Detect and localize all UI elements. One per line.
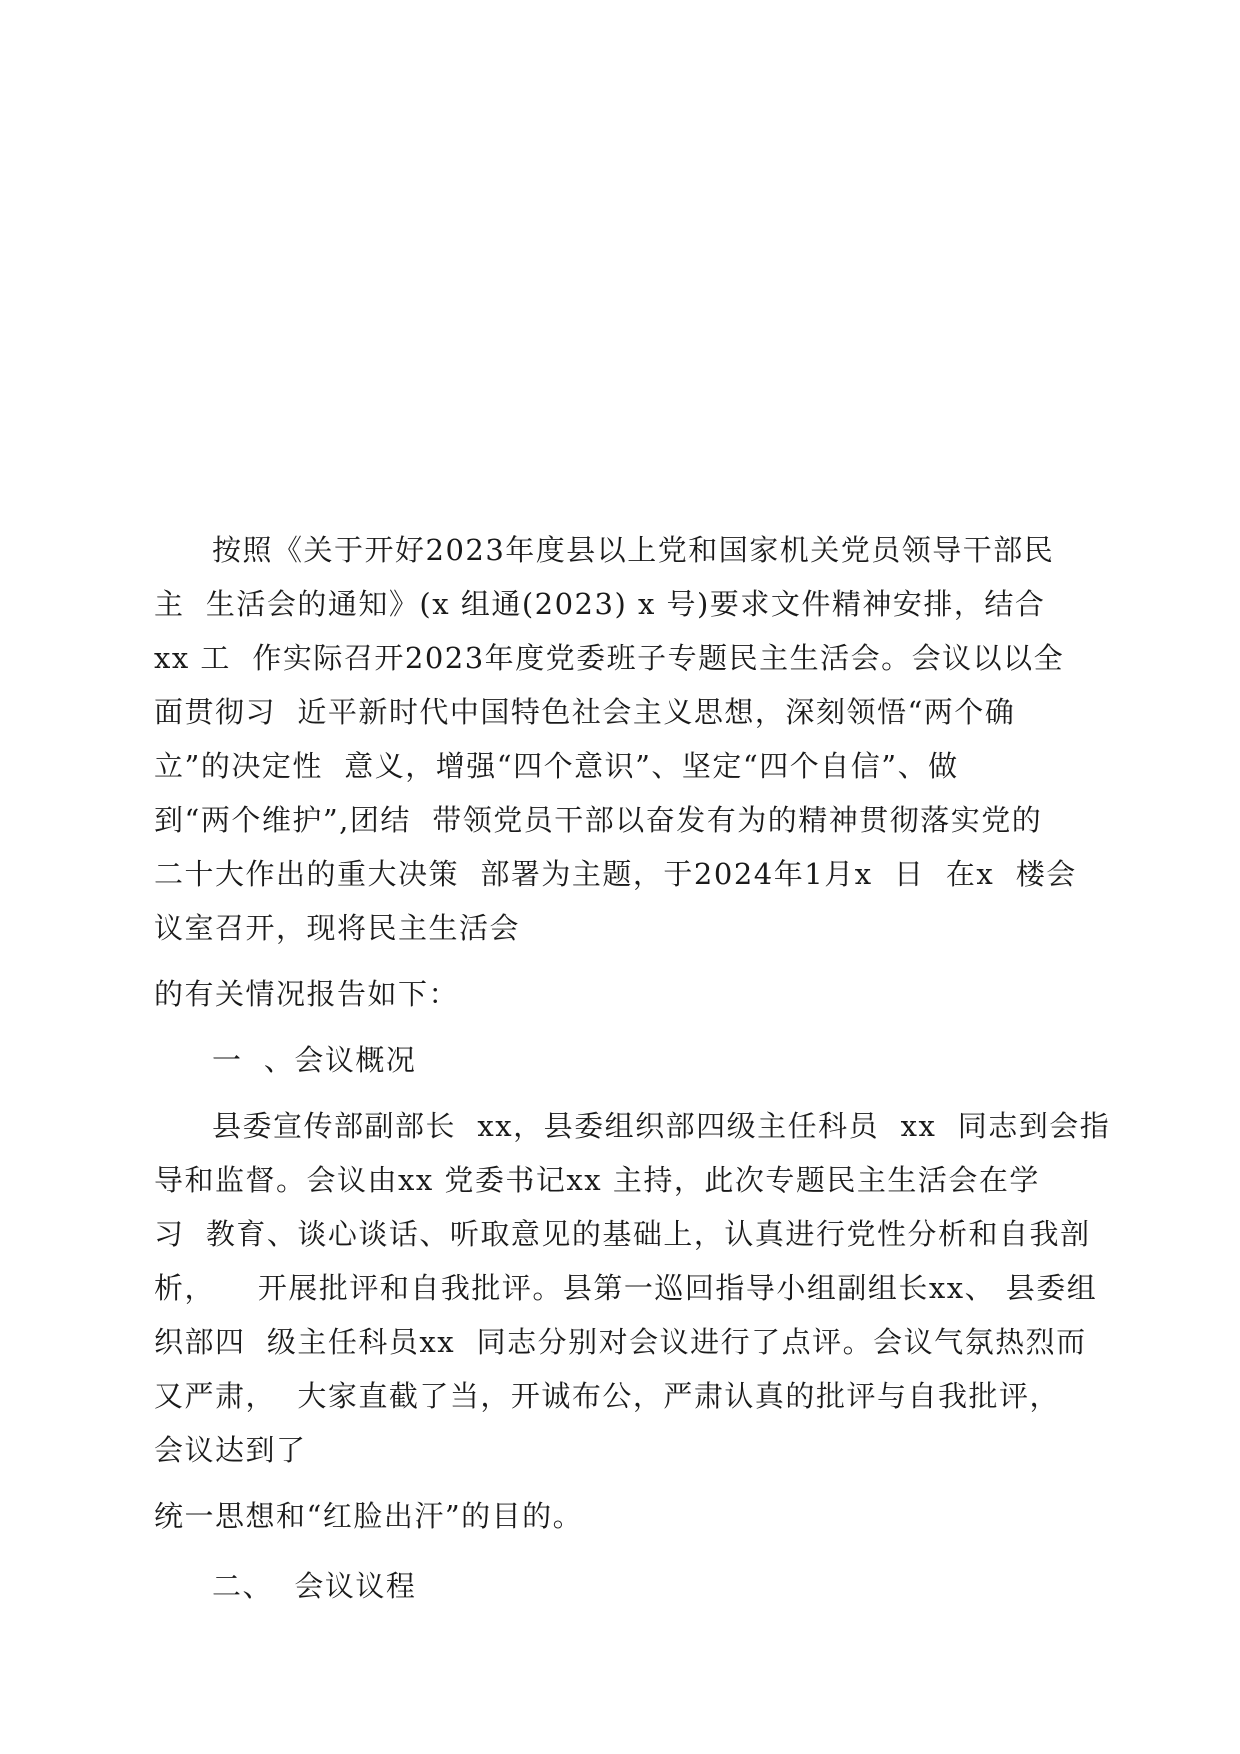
paragraph-line: 织部四 级主任科员xx 同志分别对会议进行了点评。会议气氛热烈而 [154, 1325, 1087, 1359]
paragraph-line: xx 工 作实际召开2023年度党委班子专题民主生活会。会议以以全 [154, 641, 1065, 675]
paragraph-line: 议室召开，现将民主生活会 [154, 911, 521, 945]
section-heading-overview: 一 、会议概况 [212, 1043, 417, 1077]
paragraph-line: 二十大作出的重大决策 部署为主题，于2024年1月x 日 在x 楼会 [154, 857, 1077, 891]
paragraph-line: 县委宣传部副部长 xx，县委组织部四级主任科员 xx 同志到会指 [212, 1109, 1111, 1143]
paragraph-line: 主 生活会的通知》(x 组通(2023) x 号)要求文件精神安排，结合 [154, 587, 1046, 621]
paragraph-line: 导和监督。会议由xx 党委书记xx 主持，此次专题民主生活会在学 [154, 1163, 1040, 1197]
paragraph-line: 面贯彻习 近平新时代中国特色社会主义思想，深刻领悟“两个确 [154, 695, 1016, 729]
paragraph-line: 又严肃， 大家直截了当，开诚布公，严肃认真的批评与自我批评， [154, 1379, 1060, 1413]
paragraph-line: 习 教育、谈心谈话、听取意见的基础上，认真进行党性分析和自我剖 [154, 1217, 1091, 1251]
paragraph-line: 的有关情况报告如下： [154, 977, 460, 1011]
paragraph-line: 析， 开展批评和自我批评。县第一巡回指导小组副组长xx、 县委组 [154, 1271, 1098, 1305]
paragraph-line: 统一思想和“红脸出汗”的目的。 [154, 1499, 584, 1533]
paragraph-line: 立”的决定性 意义，增强“四个意识”、坚定“四个自信”、做 [154, 749, 959, 783]
document-title [0, 388, 1240, 428]
paragraph-line: 到“两个维护”,团结 带领党员干部以奋发有为的精神贯彻落实党的 [154, 803, 1043, 837]
section-heading-agenda: 二、 会议议程 [212, 1569, 417, 1603]
paragraph-line: 按照《关于开好2023年度县以上党和国家机关党员领导干部民 [212, 533, 1055, 567]
paragraph-line: 会议达到了 [154, 1433, 307, 1467]
